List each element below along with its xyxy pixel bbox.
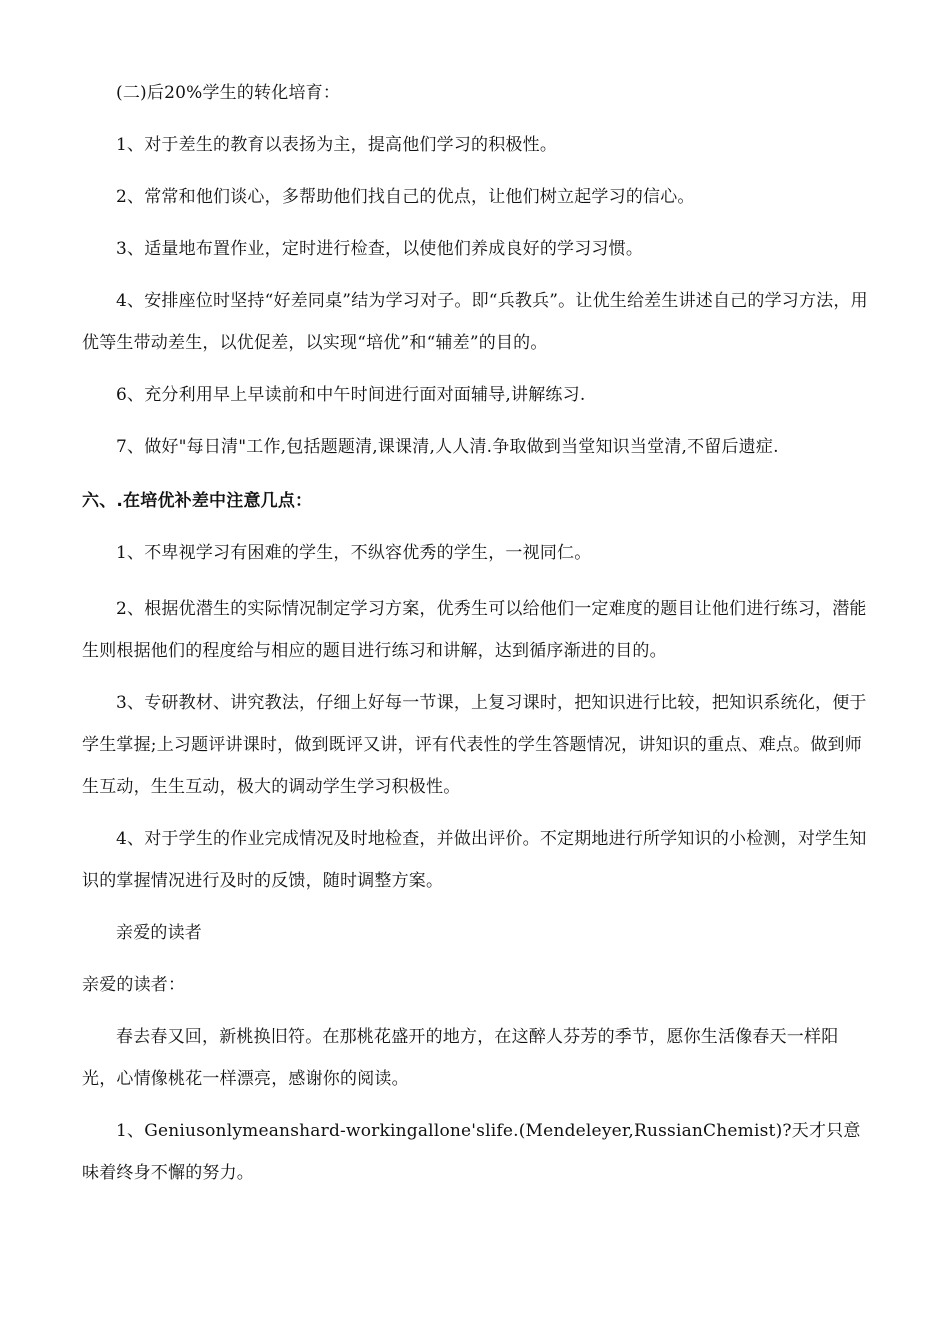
quote-paragraph: 1、Geniusonlymeanshard-workingallone'slife.(Mendeleyer,RussianChemist)?天才只意味着终身不懈的努力。 [82,1121,861,1183]
list-item: 2、常常和他们谈心，多帮助他们找自己的优点，让他们树立起学习的信心。 [116,187,695,207]
list-item: 3、专研教材、讲究教法，仔细上好每一节课，上复习课时，把知识进行比较，把知识系统化，便于学生掌握;上习题评讲课时，做到既评又讲，评有代表性的学生答题情况，讲知识的重点、难点。做到师生互动，生生互动，极大的调动学生学习积极性。 [82,693,867,797]
closing-title: 亲爱的读者 [116,923,202,943]
salutation: 亲爱的读者： [82,975,186,995]
list-item: 3、适量地布置作业，定时进行检查，以使他们养成良好的学习习惯。 [116,239,644,259]
list-item: 6、充分利用早上早读前和中午时间进行面对面辅导,讲解练习. [116,385,586,405]
list-item: 1、不卑视学习有困难的学生，不纵容优秀的学生，一视同仁。 [116,543,592,563]
list-item: 7、做好"每日清"工作,包括题题清,课课清,人人清.争取做到当堂知识当堂清,不留后遗症. [116,437,779,457]
section-heading-six: 六、.在培优补差中注意几点： [82,491,313,511]
closing-paragraph: 春去春又回，新桃换旧符。在那桃花盛开的地方，在这醉人芬芳的季节，愿你生活像春天一样阳光，心情像桃花一样漂亮，感谢你的阅读。 [82,1027,839,1089]
section-title-bottom-20-percent: (二)后20%学生的转化培育： [116,83,341,103]
list-item: 4、对于学生的作业完成情况及时地检查，并做出评价。不定期地进行所学知识的小检测，对学生知识的掌握情况进行及时的反馈，随时调整方案。 [82,829,867,891]
list-item: 1、对于差生的教育以表扬为主，提高他们学习的积极性。 [116,135,558,155]
list-item: 2、根据优潜生的实际情况制定学习方案，优秀生可以给他们一定难度的题目让他们进行练习，潜能生则根据他们的程度给与相应的题目进行练习和讲解，达到循序渐进的目的。 [82,599,867,661]
list-item: 4、安排座位时坚持“好差同桌”结为学习对子。即“兵教兵”。让优生给差生讲述自己的学习方法，用优等生带动差生，以优促差，以实现“培优”和“辅差”的目的。 [82,291,868,353]
